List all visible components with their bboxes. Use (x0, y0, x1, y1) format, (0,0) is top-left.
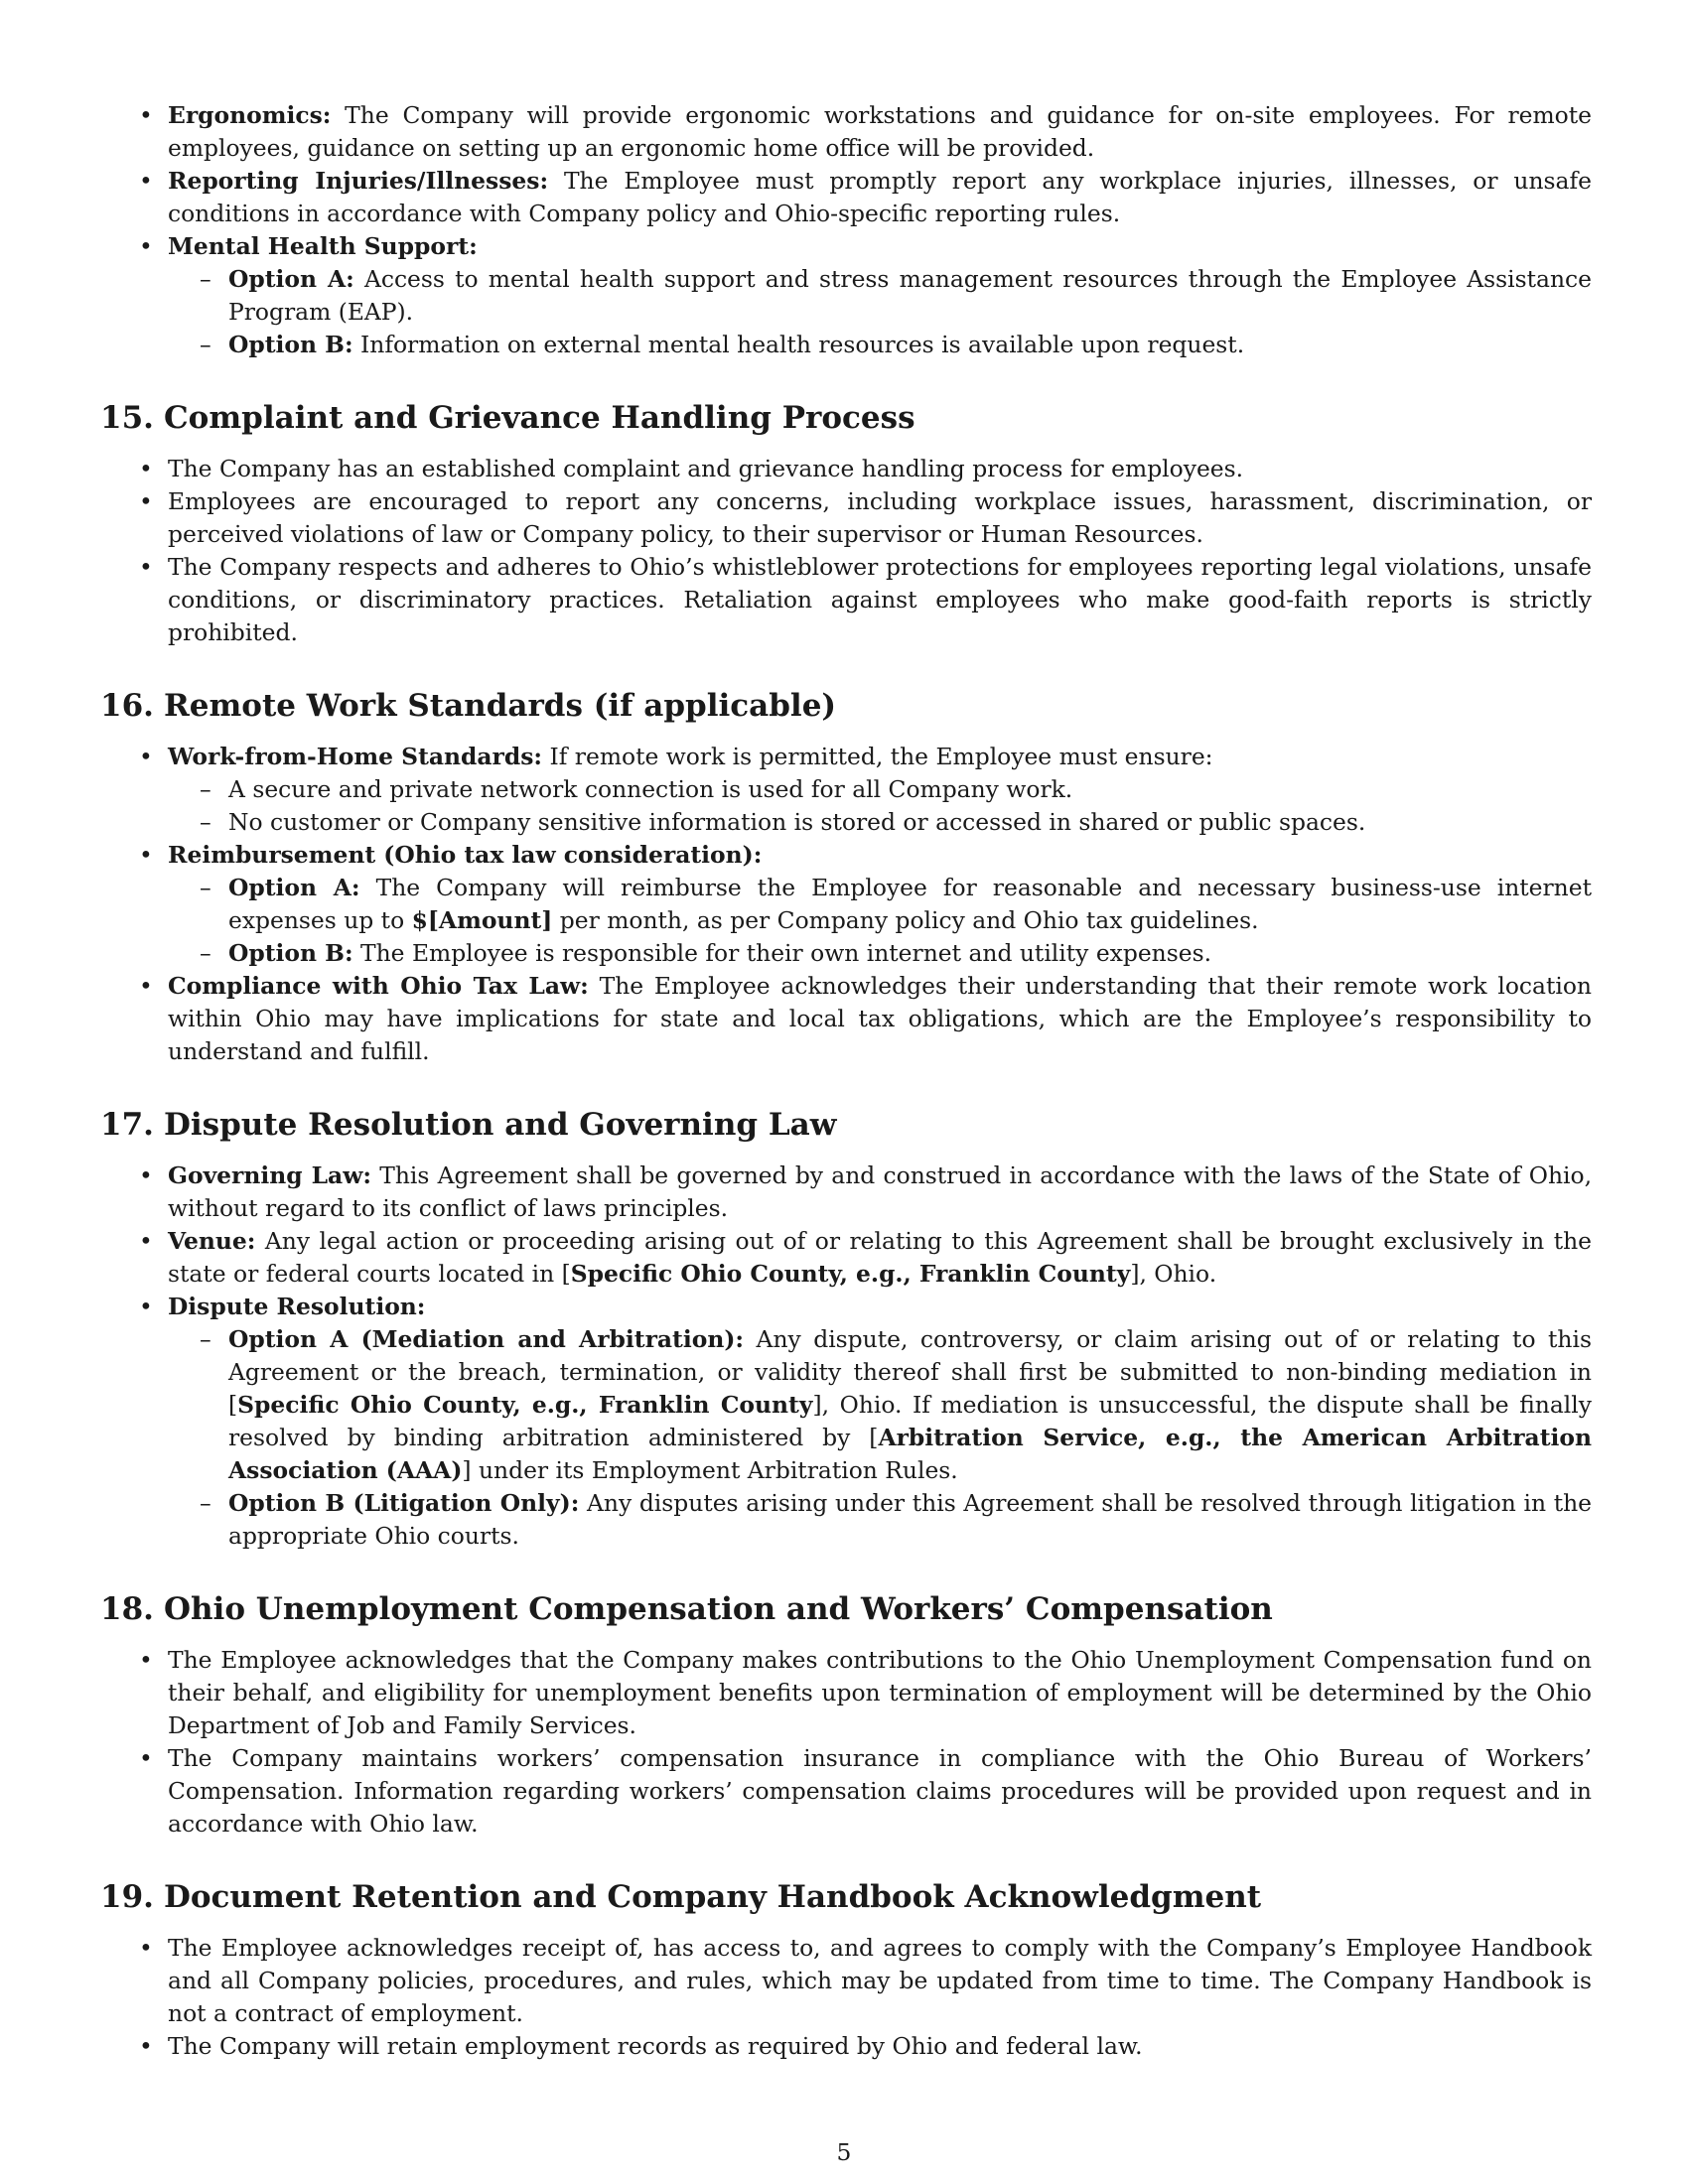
mental-health-option-a: – Option A: Access to mental health support and stress management resources through the Employee Assistance Program (EAP). (168, 263, 1592, 329)
section-heading-17: 17. Dispute Resolution and Governing Law (100, 1107, 837, 1143)
section-17-list (100, 1160, 1592, 1553)
section-heading-16: 16. Remote Work Standards (if applicable) (100, 688, 837, 724)
ergonomics-item: • Ergonomics: The Company will provide ergonomic workstations and guidance for on-site employees. For remote employees, guidance on setting up an ergonomic home office will be provided. (100, 99, 1592, 165)
dispute-option-b: – Option B (Litigation Only): Any disputes arising under this Agreement shall be resolved through litigation in the appropriate Ohio courts. (168, 1487, 1592, 1553)
ohio-tax-law-item: • Compliance with Ohio Tax Law: The Employee acknowledges their understanding that their remote work location within Ohio may have implications for state and local tax obligations, which are the Employee’s responsibility to understand and fulfill. (100, 970, 1592, 1068)
reimbursement-options (168, 872, 1592, 970)
continued-list (100, 99, 1592, 361)
list-item: – No customer or Company sensitive information is stored or accessed in shared or public spaces. (168, 806, 1592, 839)
section-19-list (100, 1932, 1592, 2063)
mental-health-item: • Mental Health Support: – Option A: Access to mental health support and stress management resources through the Employee Assistance Program (EAP). – Option B: Information on external mental health resources is available upon request. (100, 230, 1592, 361)
reimbursement-option-b: – Option B: The Employee is responsible for their own internet and utility expenses. (168, 937, 1592, 970)
list-item: • The Employee acknowledges receipt of, has access to, and agrees to comply with the Company’s Employee Handbook and all Company policies, procedures, and rules, which may be updated from time to time. The Company Handbook is not a contract of employment. (100, 1932, 1592, 2030)
reimbursement-option-a: – Option A: The Company will reimburse the Employee for reasonable and necessary business-use internet expenses up to $[Amount] per month, as per Company policy and Ohio tax guidelines. (168, 872, 1592, 937)
dispute-option-a: – Option A (Mediation and Arbitration): Any dispute, controversy, or claim arising out of or relating to this Agreement or the breach, termination, or validity thereof shall first be submitted to non-binding mediation in [Specific Ohio County, e.g., Franklin County], Ohio. If mediation is unsuccessful, the dispute shall be finally resolved by binding arbitration administered by [Arbitration Service, e.g., the American Arbitration Association (AAA)] under its Employment Arbitration Rules. (168, 1323, 1592, 1487)
section-heading-19: 19. Document Retention and Company Handbook Acknowledgment (100, 1879, 1262, 1915)
reimbursement-item: • Reimbursement (Ohio tax law consideration): – Option A: The Company will reimburse the Employee for reasonable and necessary business-use internet expenses up to $[Amount] per month, as per Company policy and Ohio tax guidelines. – Option B: The Employee is responsible for their own internet and utility expenses. (100, 839, 1592, 970)
list-item: – A secure and private network connection is used for all Company work. (168, 773, 1592, 806)
mental-health-options (168, 263, 1592, 361)
list-item: • Employees are encouraged to report any concerns, including workplace issues, harassment, discrimination, or perceived violations of law or Company policy, to their supervisor or Human Resources. (100, 485, 1592, 551)
section-15-list (100, 453, 1592, 649)
work-from-home-item: • Work-from-Home Standards: If remote work is permitted, the Employee must ensure: – A secure and private network connection is used for all Company work. – No customer or Company sensitive information is stored or accessed in shared or public spaces. (100, 741, 1592, 839)
list-item: • The Company maintains workers’ compensation insurance in compliance with the Ohio Bureau of Workers’ Compensation. Information regarding workers’ compensation claims procedures will be provided upon request and in accordance with Ohio law. (100, 1742, 1592, 1841)
list-item: • The Company respects and adheres to Ohio’s whistleblower protections for employees reporting legal violations, unsafe conditions, or discriminatory practices. Retaliation against employees who make good-faith reports is strictly prohibited. (100, 551, 1592, 649)
section-heading-15: 15. Complaint and Grievance Handling Process (100, 400, 915, 436)
reporting-injuries-item: • Reporting Injuries/Illnesses: The Employee must promptly report any workplace injuries, illnesses, or unsafe conditions in accordance with Company policy and Ohio-specific reporting rules. (100, 165, 1592, 230)
work-from-home-subitems (168, 773, 1592, 839)
page-number: 5 (836, 2138, 852, 2166)
list-item: • The Company will retain employment records as required by Ohio and federal law. (100, 2030, 1592, 2063)
section-heading-18: 18. Ohio Unemployment Compensation and Workers’ Compensation (100, 1591, 1273, 1627)
page-content (100, 99, 1592, 2063)
list-item: • The Employee acknowledges that the Company makes contributions to the Ohio Unemployment Compensation fund on their behalf, and eligibility for unemployment benefits upon termination of employment will be determined by the Ohio Department of Job and Family Services. (100, 1644, 1592, 1742)
section-18-list (100, 1644, 1592, 1841)
list-item: • The Company has an established complaint and grievance handling process for employees. (100, 453, 1592, 485)
section-16-list (100, 741, 1592, 1068)
governing-law-item: • Governing Law: This Agreement shall be governed by and construed in accordance with the laws of the State of Ohio, without regard to its conflict of laws principles. (100, 1160, 1592, 1225)
mental-health-option-b: – Option B: Information on external mental health resources is available upon request. (168, 329, 1592, 361)
venue-item: • Venue: Any legal action or proceeding arising out of or relating to this Agreement shall be brought exclusively in the state or federal courts located in [Specific Ohio County, e.g., Franklin County], Ohio. (100, 1225, 1592, 1291)
dispute-resolution-options (168, 1323, 1592, 1553)
dispute-resolution-item: • Dispute Resolution: – Option A (Mediation and Arbitration): Any dispute, controversy, or claim arising out of or relating to this Agreement or the breach, termination, or validity thereof shall first be submitted to non-binding mediation in [Specific Ohio County, e.g., Franklin County], Ohio. If mediation is unsuccessful, the dispute shall be finally resolved by binding arbitration administered by [Arbitration Service, e.g., the American Arbitration Association (AAA)] under its Employment Arbitration Rules. – Option B (Litigation Only): Any disputes arising under this Agreement shall be resolved through litigation in the appropriate Ohio courts. (100, 1291, 1592, 1553)
